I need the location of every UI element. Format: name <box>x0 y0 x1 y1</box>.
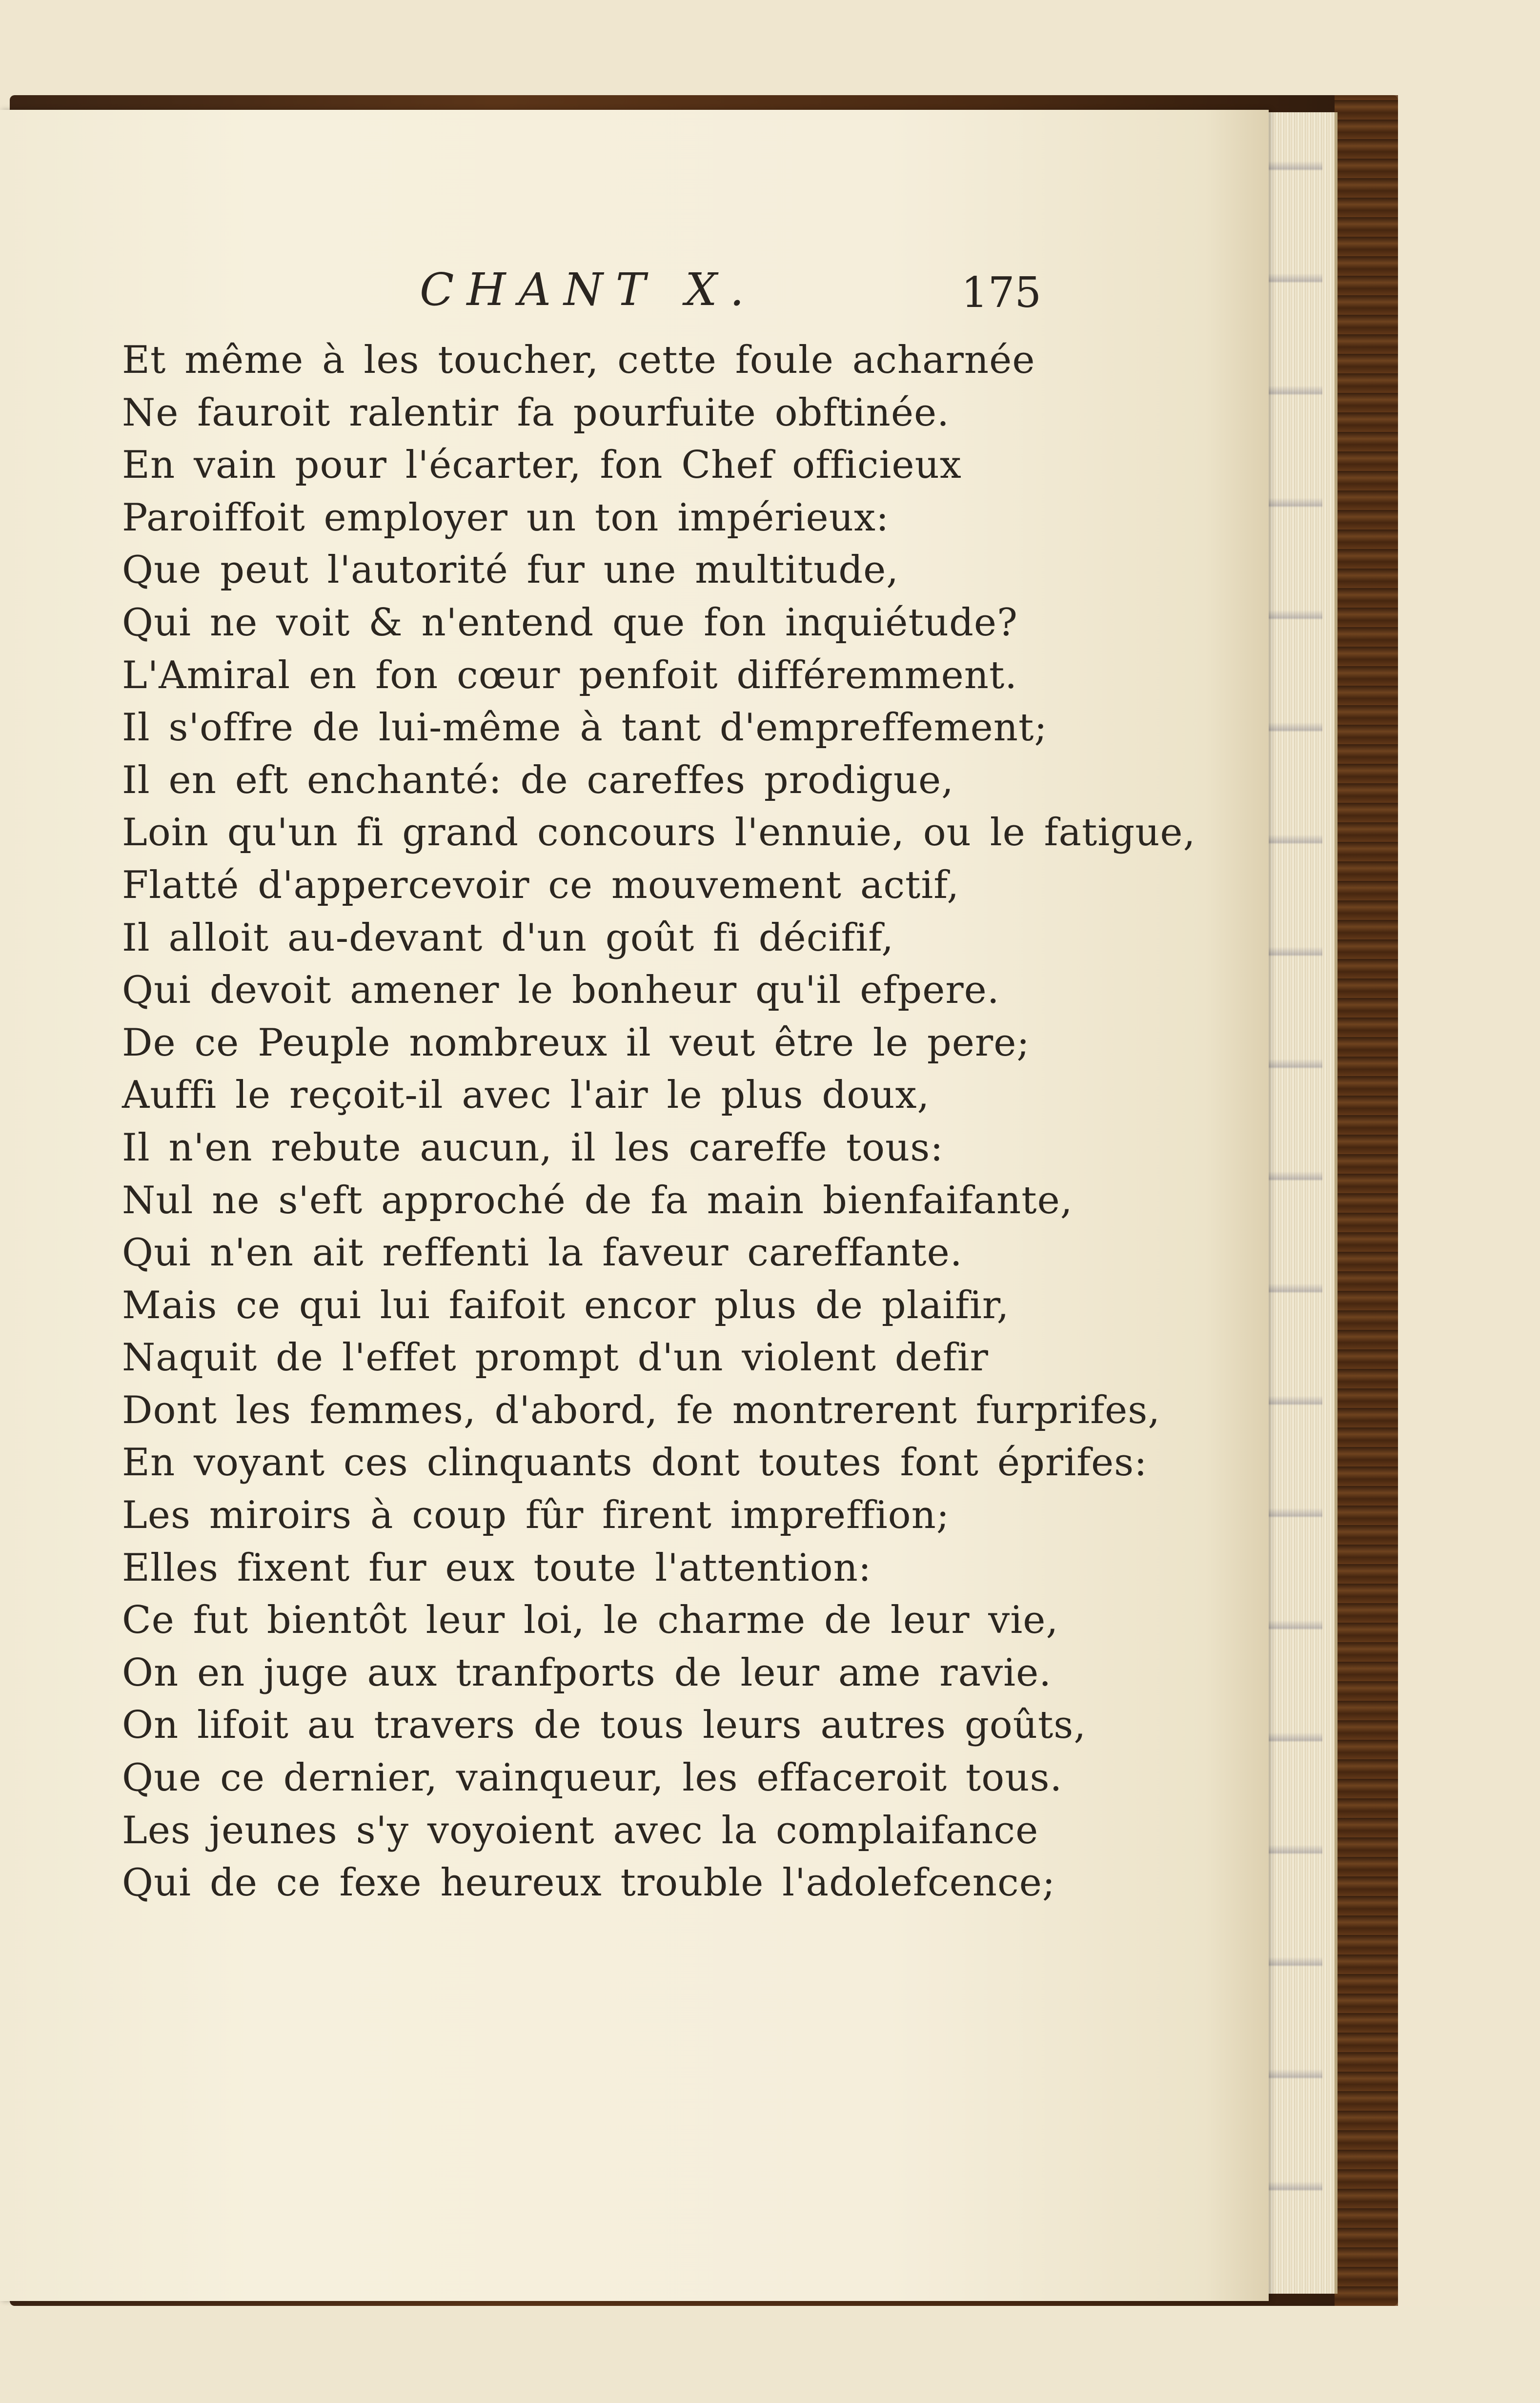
verse-line: Paroiffoit employer un ton impérieux: <box>122 495 890 540</box>
verse-line: Nul ne s'eft approché de fa main bienfaifante, <box>122 1178 1073 1222</box>
background-below-book <box>0 2306 1540 2403</box>
verse-line: Que ce dernier, vainqueur, les effaceroit tous. <box>122 1756 1063 1800</box>
verse-line: L'Amiral en fon cœur penfoit différemment. <box>122 653 1018 697</box>
verse-line: On lifoit au travers de tous leurs autres goûts, <box>122 1703 1087 1748</box>
verse-line: Ce fut bientôt leur loi, le charme de leur vie, <box>122 1598 1059 1643</box>
verse-line: Loin qu'un fi grand concours l'ennuie, ou le fatigue, <box>122 811 1196 855</box>
verse-line: Auffi le reçoit-il avec l'air le plus doux, <box>122 1073 930 1118</box>
verse-line: En vain pour l'écarter, fon Chef officieux <box>122 443 962 488</box>
verse-line: Qui ne voit & n'entend que fon inquiétude? <box>122 600 1018 645</box>
verse-line: Il en eft enchanté: de careffes prodigue, <box>122 758 954 802</box>
verse-line: Qui devoit amener le bonheur qu'il efpere. <box>122 968 1000 1013</box>
binding-edge <box>1335 95 1398 2306</box>
verse-line: Les miroirs à coup fûr firent impreffion; <box>122 1493 950 1538</box>
verse-block <box>122 334 1196 1910</box>
verse-line: Qui n'en ait reffenti la faveur careffante. <box>122 1231 963 1275</box>
verse-line: Il alloit au-devant d'un goût fi décifif, <box>122 916 894 960</box>
verse-line: Il s'offre de lui-même à tant d'empreffement; <box>122 706 1048 750</box>
verse-line: Mais ce qui lui faifoit encor plus de plaifir, <box>122 1283 1010 1327</box>
page-number: 175 <box>961 268 1042 317</box>
verse-line: Et même à les toucher, cette foule acharnée <box>122 338 1035 382</box>
verse-line: Que peut l'autorité fur une multitude, <box>122 548 899 592</box>
verse-line: Elles fixent fur eux toute l'attention: <box>122 1546 872 1590</box>
running-title: CHANT X. <box>420 264 757 316</box>
page-header <box>0 264 1269 322</box>
verse-line: De ce Peuple nombreux il veut être le pere; <box>122 1020 1030 1065</box>
verse-line: Les jeunes s'y voyoient avec la complaifance <box>122 1808 1039 1853</box>
verse-line: Dont les femmes, d'abord, fe montrerent furprifes, <box>122 1388 1161 1432</box>
verse-line: Ne fauroit ralentir fa pourfuite obftinée. <box>122 390 950 435</box>
verse-line: On en juge aux tranfports de leur ame ravie. <box>122 1650 1052 1695</box>
verse-line: Il n'en rebute aucun, il les careffe tous: <box>122 1125 944 1170</box>
verse-line: Flatté d'appercevoir ce mouvement actif, <box>122 863 960 907</box>
verse-line: Qui de ce fexe heureux trouble l'adolefcence; <box>122 1861 1056 1905</box>
verse-line: Naquit de l'effet prompt d'un violent defir <box>122 1336 989 1380</box>
verse-line: En voyant ces clinquants dont toutes font éprifes: <box>122 1441 1148 1485</box>
